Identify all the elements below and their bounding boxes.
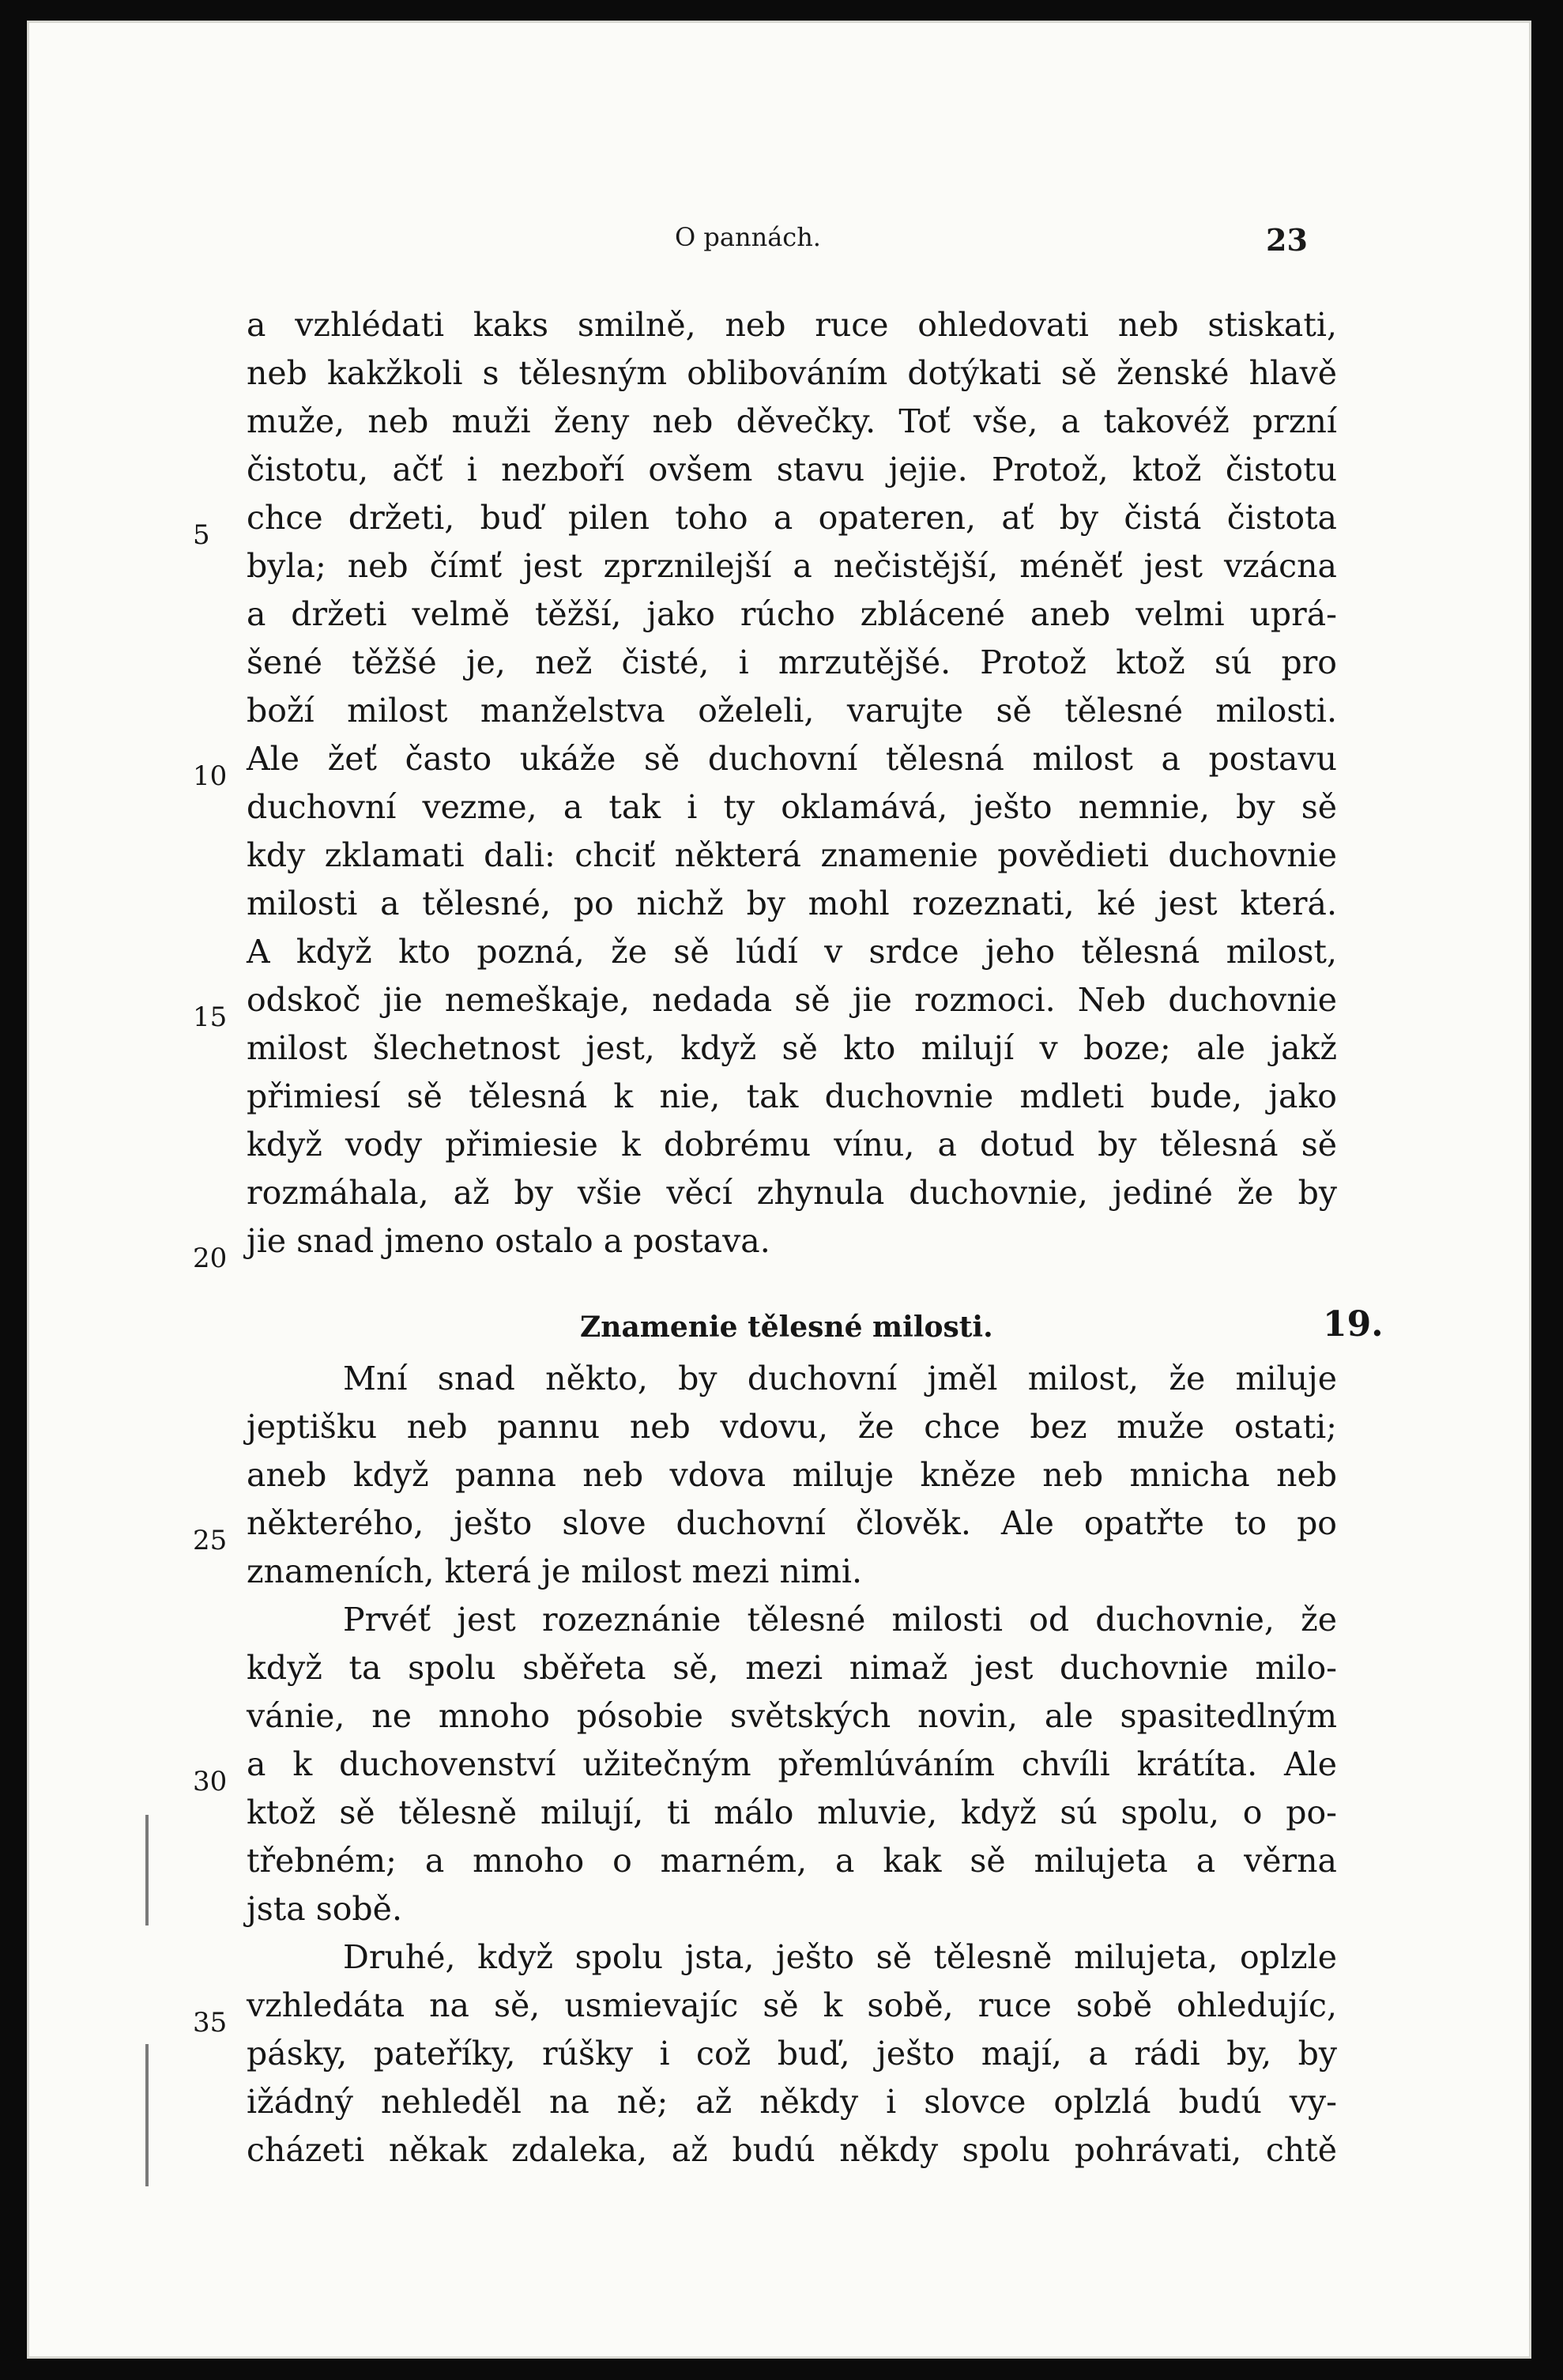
- text-line: chce držeti, buď pilen toho a opateren, ať by čistá čistota: [247, 499, 1337, 537]
- text-line: aneb když panna neb vdova miluje kněze neb mnicha neb: [247, 1456, 1337, 1494]
- text-line: Ale žeť často ukáže sě duchovní tělesná milost a postavu: [247, 740, 1337, 778]
- text-line: jeptišku neb pannu neb vdovu, že chce bez muže ostati;: [247, 1408, 1337, 1446]
- text-line: jie snad jmeno ostalo a postava.: [247, 1222, 770, 1260]
- line-number: 10: [193, 760, 228, 792]
- text-line: pásky, pateříky, rúšky i což buď, ješto mají, a rádi by, by: [247, 2035, 1337, 2073]
- text-line: čistotu, ačť i nezboří ovšem stavu jejie. Protož, ktož čistotu: [247, 451, 1337, 488]
- book-page: [27, 21, 1531, 2359]
- text-line: když vody přimiesie k dobrému vínu, a dotud by tělesná sě: [247, 1126, 1337, 1164]
- page-number: 23: [1266, 222, 1308, 258]
- text-line: boží milost manželstva oželeli, varujte sě tělesné milosti.: [247, 692, 1337, 730]
- text-line: milost šlechetnost jest, když sě kto milují v boze; ale jakž: [247, 1029, 1337, 1067]
- text-line: ižádný nehleděl na ně; až někdy i slovce oplzlá budú vy-: [247, 2083, 1337, 2121]
- text-line: a vzhlédati kaks smilně, neb ruce ohledovati neb stiskati,: [247, 306, 1337, 344]
- text-line: neb kakžkoli s tělesným oblibováním dotýkati sě ženské hlavě: [247, 354, 1337, 392]
- text-line: ktož sě tělesně milují, ti málo mluvie, když sú spolu, o po-: [247, 1793, 1337, 1831]
- text-line: jsta sobě.: [247, 1890, 402, 1928]
- text-line: některého, ješto slove duchovní člověk. Ale opatřte to po: [247, 1504, 1337, 1542]
- text-line: Druhé, když spolu jsta, ješto sě tělesně milujeta, oplzle: [343, 1938, 1337, 1976]
- margin-pencil-mark: [145, 2044, 149, 2186]
- text-line: muže, neb muži ženy neb děvečky. Toť vše, a takovéž przní: [247, 402, 1337, 440]
- text-line: a k duchovenství užitečným přemlúváním chvíli krátíta. Ale: [247, 1745, 1337, 1783]
- text-line: vzhledáta na sě, usmievajíc sě k sobě, ruce sobě ohledujíc,: [247, 1986, 1337, 2024]
- text-line: třebném; a mnoho o marném, a kak sě milujeta a věrna: [247, 1842, 1337, 1880]
- text-line: šené těžšé je, než čisté, i mrzutějšé. Protož ktož sú pro: [247, 643, 1337, 681]
- text-line: přimiesí sě tělesná k nie, tak duchovnie mdleti bude, jako: [247, 1077, 1337, 1115]
- line-number: 30: [193, 1766, 228, 1797]
- line-number: 25: [193, 1525, 228, 1556]
- text-line: kdy zklamati dali: chciť některá znamenie povědieti duchovnie: [247, 836, 1337, 874]
- text-line: Mní snad někto, by duchovní jměl milost, že miluje: [343, 1360, 1337, 1397]
- margin-pencil-mark: [145, 1815, 149, 1925]
- text-line: milosti a tělesné, po nichž by mohl rozeznati, ké jest která.: [247, 884, 1337, 922]
- text-line: odskoč jie nemeškaje, nedada sě jie rozmoci. Neb duchovnie: [247, 981, 1337, 1019]
- text-line: rozmáhala, až by všie věcí zhynula duchovnie, jediné že by: [247, 1174, 1337, 1212]
- text-line: a držeti velmě těžší, jako rúcho zblácené aneb velmi uprá-: [247, 595, 1337, 633]
- text-line: duchovní vezme, a tak i ty oklamává, ješto nemnie, by sě: [247, 788, 1337, 826]
- line-number: 35: [193, 2007, 228, 2039]
- section-number: 19.: [1323, 1304, 1384, 1345]
- line-number: 20: [193, 1243, 228, 1274]
- text-line: cházeti někak zdaleka, až budú někdy spolu pohrávati, chtě: [247, 2131, 1337, 2169]
- running-title: O pannách.: [675, 222, 821, 252]
- section-heading: Znamenie tělesné milosti.: [580, 1311, 993, 1344]
- text-line: když ta spolu sběřeta sě, mezi nimaž jest duchovnie milo-: [247, 1649, 1337, 1687]
- line-number: 15: [193, 1001, 228, 1033]
- line-number: 5: [193, 519, 210, 551]
- text-line: A když kto pozná, že sě lúdí v srdce jeho tělesná milost,: [247, 933, 1337, 971]
- text-line: vánie, ne mnoho pósobie světských novin, ale spasitedlným: [247, 1697, 1337, 1735]
- text-line: znameních, která je milost mezi nimi.: [247, 1552, 862, 1590]
- text-line: byla; neb čímť jest zprznilejší a nečistější, méněť jest vzácna: [247, 547, 1337, 585]
- text-line: Prvéť jest rozeznánie tělesné milosti od duchovnie, že: [343, 1601, 1337, 1639]
- page-header: [27, 222, 1531, 258]
